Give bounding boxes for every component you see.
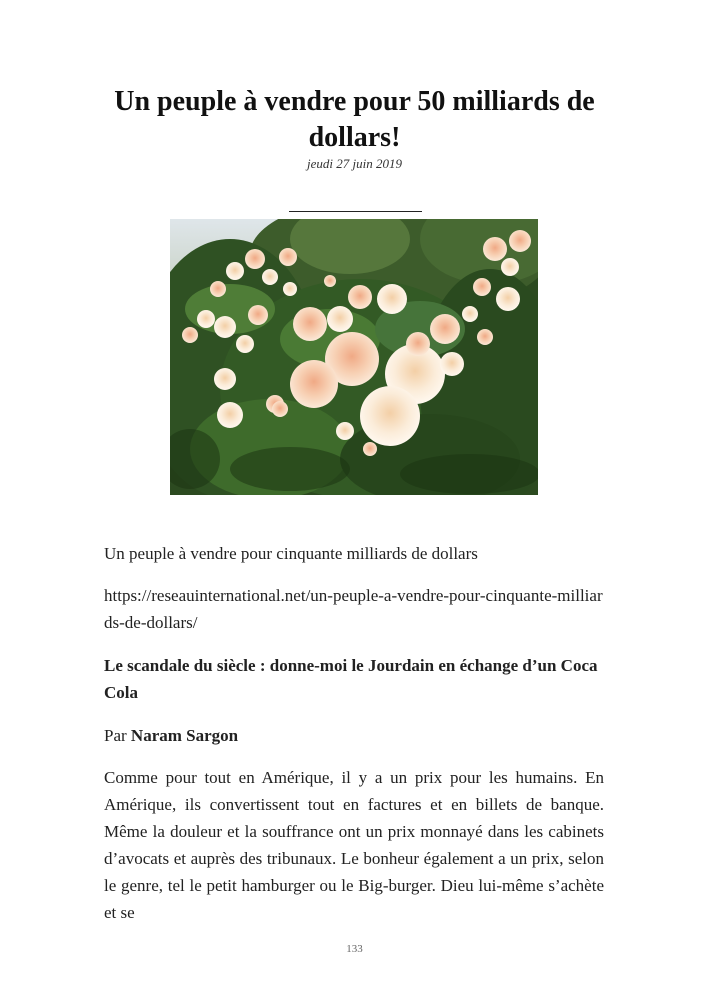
source-url[interactable]: https://reseauinternational.net/un-peuple-a-vendre-pour-cinquante-milliards-de-dollars/ [104,586,603,632]
page-number: 133 [346,943,363,955]
byline [104,722,604,749]
article-date: jeudi 27 juin 2019 [307,156,402,171]
rose-bush-photo [170,219,538,495]
article-title: Un peuple à vendre pour 50 milliards de dollars! [114,86,595,153]
article-headline: Le scandale du siècle : donne-moi le Jourdain en échange d’un Coca Cola [104,656,598,702]
author-name: Naram Sargon [130,726,239,745]
divider [289,211,422,212]
article-body: Comme pour tout en Amérique, il y a un prix pour les humains. En Amérique, ils convertissent tout en factures et en billets de banque. Même la douleur et la souffrance ont un prix monnayé dans les cabinets d’avocats et auprès des tribunaux. Le bonheur également a un prix, selon le genre, tel le petit hamburger ou le Big-burger. Dieu lui-même s’achète et se [104,768,604,922]
byline-prefix: Par [104,726,131,745]
article-subtitle: Un peuple à vendre pour cinquante milliards de dollars [104,544,478,563]
